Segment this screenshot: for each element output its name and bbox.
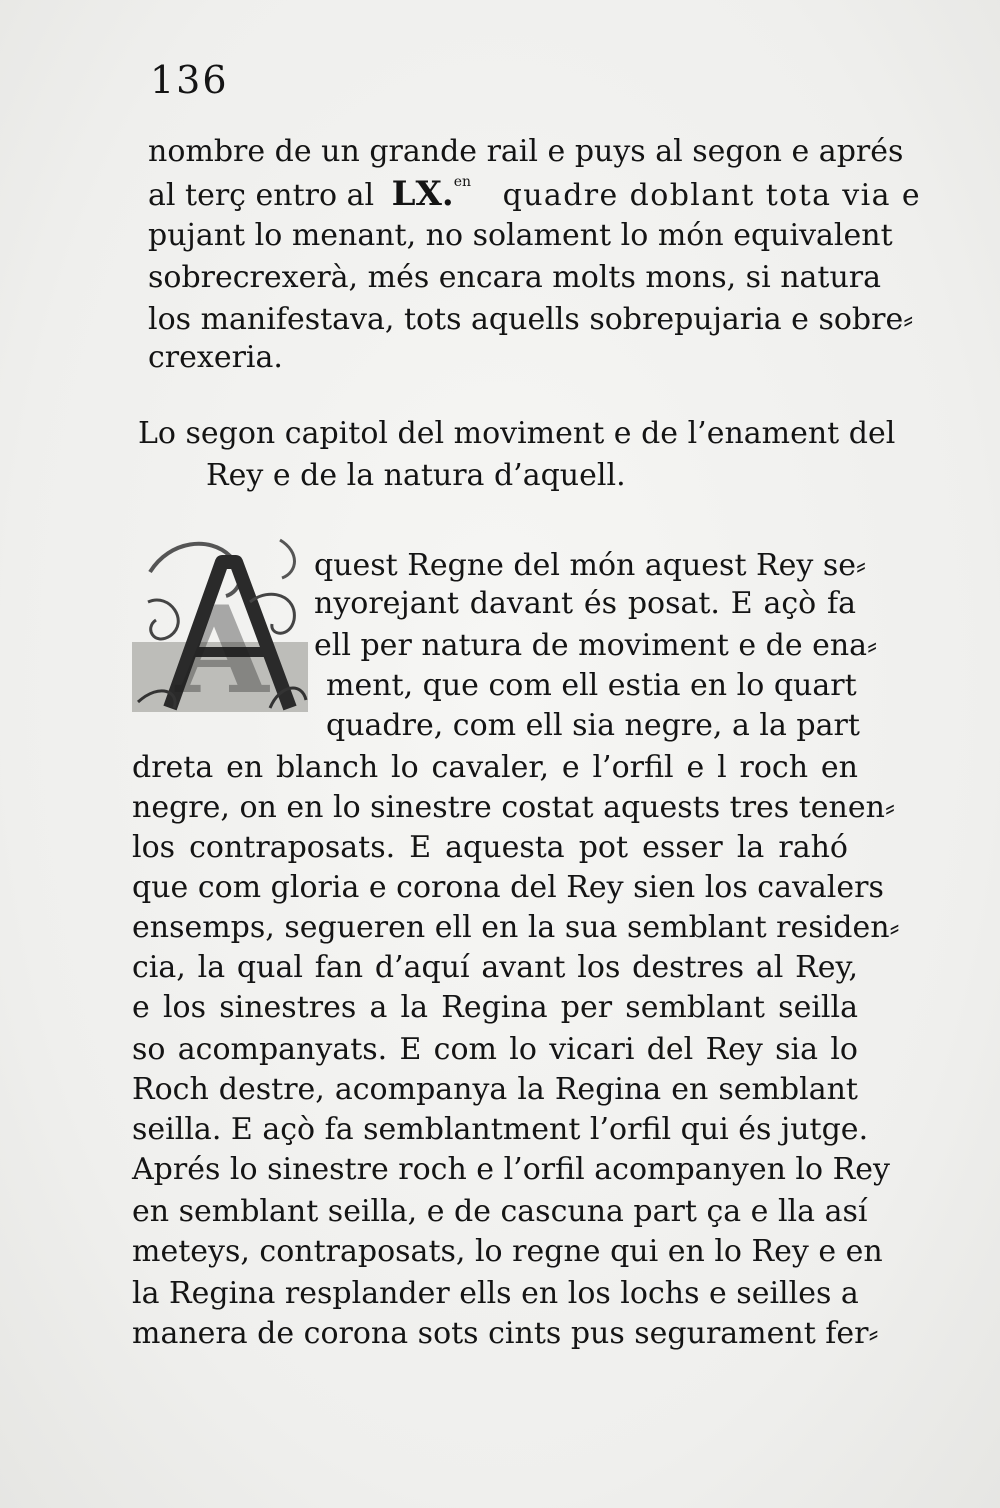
- text-line: [148, 174, 922, 214]
- text-line: dreta en blanch lo cavaler, e l’orfil e l roch en: [132, 750, 858, 785]
- roman-numeral: LX.: [391, 174, 454, 214]
- text-line: seilla. E açò fa semblantment l’orfil qui és jutge.: [132, 1112, 869, 1147]
- text-line: los contraposats. E aquesta pot esser la rahó: [132, 830, 848, 865]
- chapter-title-line: Lo segon capitol del moviment e de l’enament del: [138, 416, 896, 451]
- text-line: quadre, com ell sia negre, a la part: [326, 708, 860, 743]
- text-line: nyorejant davant és posat. E açò fa: [314, 586, 856, 621]
- text-line: meteys, contraposats, lo regne qui en lo Rey e en: [132, 1234, 883, 1269]
- drop-cap-ornament-icon: [130, 532, 310, 714]
- text-line: la Regina resplander ells en los lochs e seilles a: [132, 1276, 859, 1311]
- text-line: negre, on en lo sinestre costat aquests tres tenen⸗: [132, 790, 895, 825]
- text-line: ell per natura de moviment e de ena⸗: [314, 628, 878, 663]
- text-line: ensemps, segueren ell en la sua semblant residen⸗: [132, 910, 900, 945]
- drop-cap-letter: A: [175, 580, 269, 714]
- text-line: nombre de un grande rail e puys al segon e aprés: [148, 134, 904, 169]
- chapter-title-line: Rey e de la natura d’aquell.: [206, 458, 626, 493]
- text-line: cia, la qual fan d’aquí avant los destres al Rey,: [132, 950, 858, 985]
- text-line: Aprés lo sinestre roch e l’orfil acompanyen lo Rey: [132, 1152, 890, 1187]
- text-line: sobrecrexerà, més encara molts mons, si natura: [148, 260, 882, 295]
- page-number: 136: [150, 58, 229, 102]
- roman-numeral-superscript: en: [453, 174, 472, 190]
- text-line: quest Regne del món aquest Rey se⸗: [314, 548, 866, 583]
- text-line: ment, que com ell estia en lo quart: [326, 668, 857, 703]
- text-line: crexeria.: [148, 340, 283, 375]
- text-line: e los sinestres a la Regina per semblant seilla: [132, 990, 858, 1025]
- text-line: manera de corona sots cints pus segurament fer⸗: [132, 1316, 879, 1351]
- text-line: en semblant seilla, e de cascuna part ça e lla así: [132, 1194, 868, 1229]
- text-line: pujant lo menant, no solament lo món equivalent: [148, 218, 893, 253]
- text-line: so acompanyats. E com lo vicari del Rey sia lo: [132, 1032, 858, 1067]
- text-line: que com gloria e corona del Rey sien los cavalers: [132, 870, 884, 905]
- decorated-drop-cap: [130, 532, 310, 714]
- text-line: Roch destre, acompanya la Regina en semblant: [132, 1072, 858, 1107]
- text-fragment: al terç entro al: [148, 178, 375, 213]
- text-line: los manifestava, tots aquells sobrepujaria e sobre⸗: [148, 302, 914, 337]
- text-fragment: quadre doblant tota via e: [502, 178, 922, 213]
